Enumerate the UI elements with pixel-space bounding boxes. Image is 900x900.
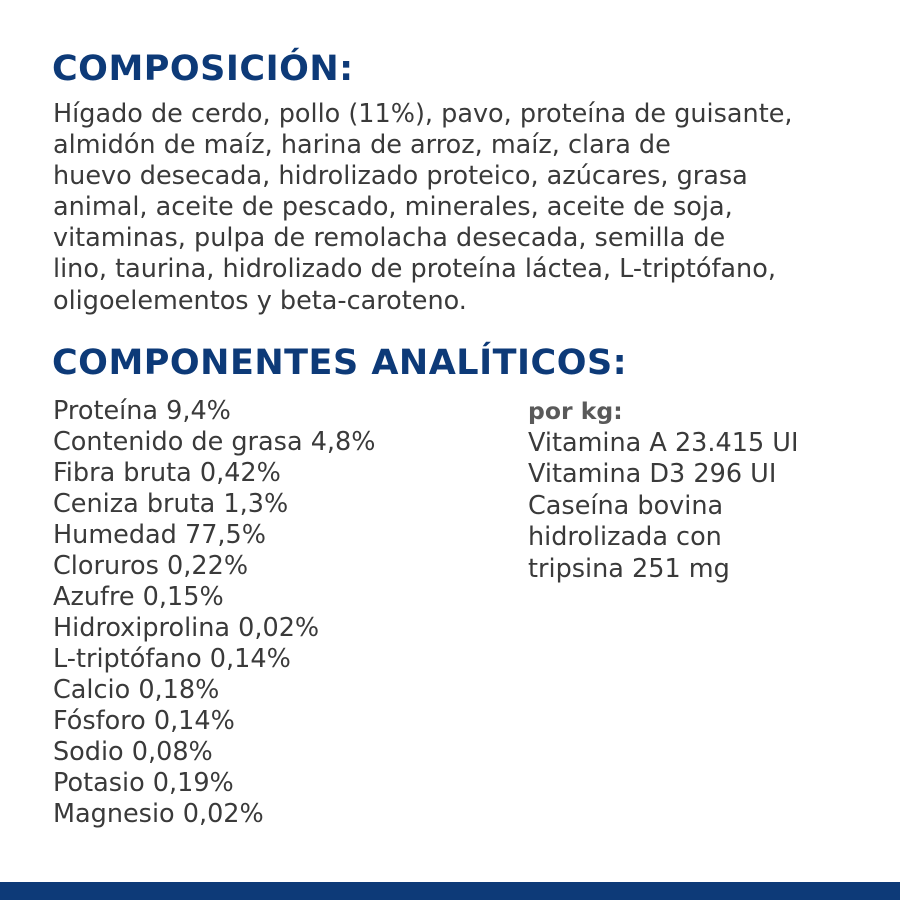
analytics-item: Potasio 0,19% [53,768,234,798]
per-kg-title: por kg: [528,397,623,425]
analytics-item: Hidroxiprolina 0,02% [53,613,320,643]
analytics-item: Fósforo 0,14% [53,706,235,736]
analytics-item: Fibra bruta 0,42% [53,458,281,488]
analytics-item: Humedad 77,5% [53,520,266,550]
composition-text [53,99,893,317]
per-kg-line: hidrolizada con [528,522,722,552]
per-kg-line: tripsina 251 mg [528,553,730,584]
analytics-item: Azufre 0,15% [53,582,224,612]
composition-line: lino, taurina, hidrolizado de proteína láctea, L-triptófano, [53,254,776,285]
per-kg-line: Vitamina A 23.415 UI [528,427,799,458]
composition-line: Hígado de cerdo, pollo (11%), pavo, proteína de guisante, [53,99,793,129]
composition-line: animal, aceite de pescado, minerales, aceite de soja, [53,192,733,223]
analytics-item: Magnesio 0,02% [53,799,264,829]
per-kg-block [528,396,888,585]
per-kg-line: Vitamina D3 296 UI [528,459,777,489]
per-kg-line: Caseína bovina [528,490,724,521]
analytics-list [53,396,375,830]
composition-line: huevo desecada, hidrolizado proteico, azúcares, grasa [53,161,748,192]
analytics-item: Proteína 9,4% [53,396,231,426]
footer-band [0,882,900,900]
analytics-item: L-triptófano 0,14% [53,644,291,674]
analytics-item: Ceniza bruta 1,3% [53,489,289,519]
composition-line: almidón de maíz, harina de arroz, maíz, clara de [53,130,671,161]
analytics-item: Calcio 0,18% [53,675,220,705]
analytics-heading: COMPONENTES ANALÍTICOS: [52,343,628,383]
composition-heading: COMPOSICIÓN: [52,49,354,89]
composition-line: vitaminas, pulpa de remolacha desecada, semilla de [53,223,726,254]
composition-line: oligoelementos y beta-caroteno. [53,285,467,316]
analytics-item: Sodio 0,08% [53,737,213,767]
analytics-item: Cloruros 0,22% [53,551,249,581]
analytics-item: Contenido de grasa 4,8% [53,427,376,457]
